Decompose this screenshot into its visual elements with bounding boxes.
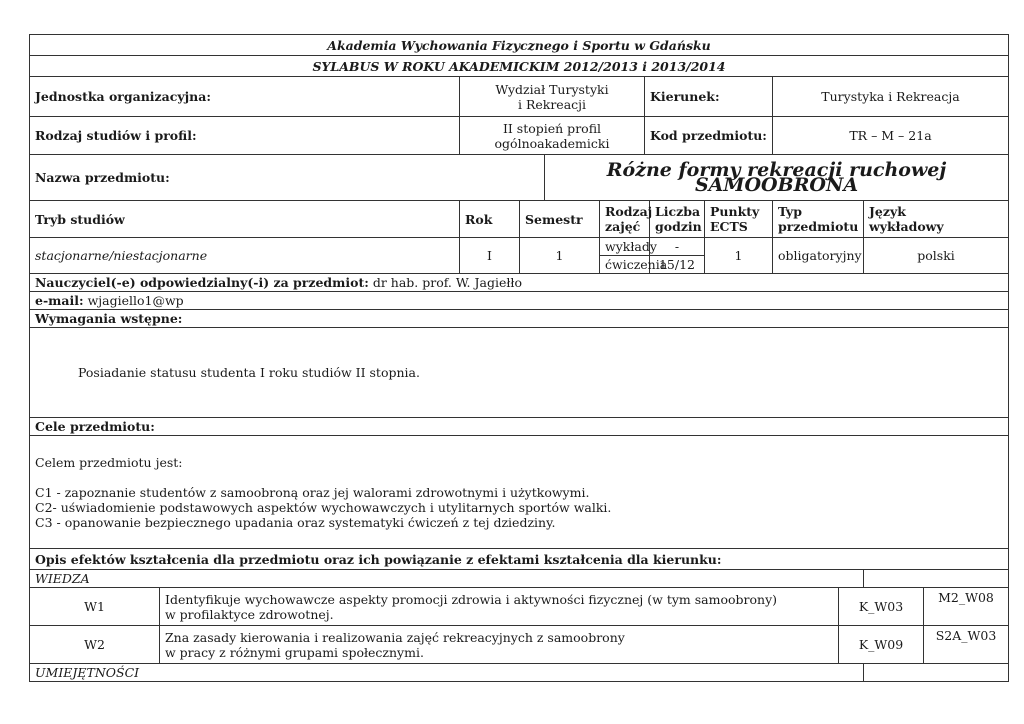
semester-value: 1 [520,238,600,274]
university-name: Akademia Wychowania Fizycznego i Sportu w Gdańsku [30,35,1009,56]
outcome-description: Identyfikuje wychowawcze aspekty promocji zdrowia i aktywności fizycznej (w tym samoobrony) w profilaktyce zdrowotnej. [160,588,839,626]
outcome-description: Zna zasady kierowania i realizowania zajęć rekreacyjnych z samoobrony w pracy z różnymi grupami społecznymi. [160,626,839,664]
course-name-label: Nazwa przedmiotu: [30,155,545,201]
syllabus-table [29,34,1009,682]
knowledge-label: WIEDZA [30,570,864,588]
year-value: I [460,238,520,274]
goals-label: Cele przedmiotu: [30,418,1009,436]
study-mode-header: Tryb studiów [30,201,460,238]
year-header: Rok [460,201,520,238]
field-label: Kierunek: [645,77,773,117]
class-lectures: wykłady [600,238,650,256]
outcome-code: W1 [30,588,160,626]
semester-header: Semestr [520,201,600,238]
teacher-row [30,274,1009,292]
class-type-header: Rodzaj zajęć [600,201,650,238]
goal-item: C3 - opanowanie bezpiecznego upadania oraz systematyki ćwiczeń z tej dziedziny. [35,514,556,530]
skills-empty-cell [864,664,1009,682]
language-header: Język wykładowy [864,201,1009,238]
teacher-value: dr hab. prof. W. Jagiełło [372,275,522,290]
hours-exercises: 15/12 [650,256,705,274]
hours-header: Liczba godzin [650,201,705,238]
study-type-label: Rodzaj studiów i profil: [30,117,460,155]
course-name-value: Różne formy rekreacji ruchowej SAMOOBRONA [545,155,1009,201]
course-code-label: Kod przedmiotu: [645,117,773,155]
skills-label: UMIEJĘTNOŚCI [30,664,864,682]
field-effect: K_W09 [839,626,924,664]
email-label: e-mail: [35,293,84,308]
area-effect: S2A_W03 [924,626,1009,664]
goal-item: C1 - zapoznanie studentów z samoobroną oraz jej walorami zdrowotnymi i użytkowymi. [35,484,590,500]
study-type-value: II stopień profil ogólnoakademicki [460,117,645,155]
language-value: polski [864,238,1009,274]
teacher-label: Nauczyciel(-e) odpowiedzialny(-i) za przedmiot: [35,275,369,290]
email-row [30,292,1009,310]
goal-item: C2- uświadomienie podstawowych aspektów wychowawczych i utylitarnych sportów walki. [35,499,612,515]
course-code-value: TR – M – 21a [773,117,1009,155]
email-value: wjagiello1@wp [87,293,184,308]
goals-content [30,436,1009,549]
knowledge-empty-cell [864,570,1009,588]
org-unit-label: Jednostka organizacyjna: [30,77,460,117]
outcome-code: W2 [30,626,160,664]
goals-intro: Celem przedmiotu jest: [35,454,183,470]
syllabus-title: SYLABUS W ROKU AKADEMICKIM 2012/2013 i 2013/2014 [30,56,1009,77]
course-type-header: Typ przedmiotu [773,201,864,238]
field-value: Turystyka i Rekreacja [773,77,1009,117]
ects-header: Punkty ECTS [705,201,773,238]
study-mode-value: stacjonarne/niestacjonarne [30,238,460,274]
requirements-text: Posiadanie statusu studenta I roku studiów II stopnia. [30,328,1009,418]
field-effect: K_W03 [839,588,924,626]
hours-lectures: - [650,238,705,256]
outcomes-label: Opis efektów kształcenia dla przedmiotu oraz ich powiązanie z efektami kształcenia dla kierunku: [30,549,1009,570]
area-effect: M2_W08 [924,588,1009,626]
ects-value: 1 [705,238,773,274]
class-exercises: ćwiczenia [600,256,650,274]
requirements-label: Wymagania wstępne: [30,310,1009,328]
syllabus-document [29,34,1008,682]
course-type-value: obligatoryjny [773,238,864,274]
org-unit-value: Wydział Turystyki i Rekreacji [460,77,645,117]
